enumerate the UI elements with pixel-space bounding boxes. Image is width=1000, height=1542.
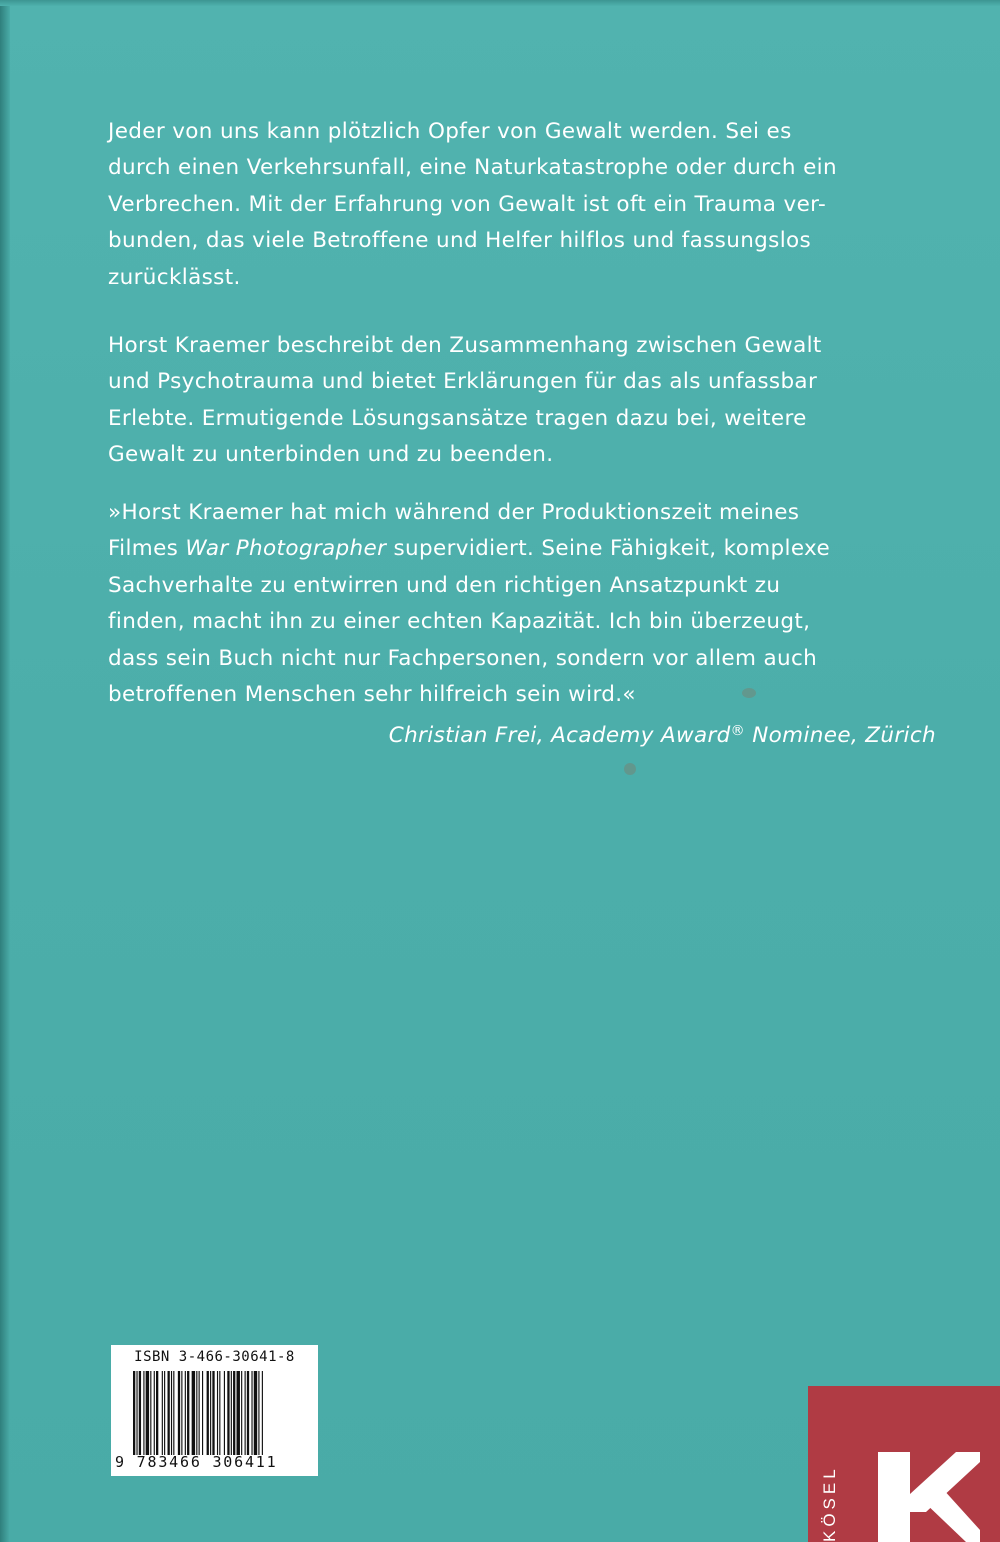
- barcode-bar: [164, 1371, 165, 1455]
- quote-line: finden, macht ihn zu einer echten Kapazität. Ich bin überzeugt,: [108, 609, 811, 635]
- endorsement-quote: [108, 495, 944, 713]
- cover-smudge: [624, 763, 636, 775]
- barcode-bar: [241, 1371, 242, 1455]
- quote-attribution: [389, 713, 936, 754]
- barcode-bar: [150, 1371, 151, 1455]
- barcode-bar: [168, 1371, 170, 1455]
- quote-line: betroffenen Menschen sehr hilfreich sein wird.«: [108, 682, 636, 708]
- publisher-name: KÖSEL: [820, 1465, 839, 1542]
- barcode-bar: [227, 1371, 229, 1455]
- barcode-bar: [207, 1371, 209, 1455]
- barcode-bar: [171, 1371, 172, 1455]
- barcode-bar: [258, 1371, 259, 1455]
- attribution-text: Nominee, Zürich: [745, 723, 936, 748]
- cover-smudge: [742, 688, 756, 698]
- quote-line: [108, 531, 944, 567]
- blurb-paragraph-2: [108, 328, 944, 474]
- quote-line: Sachverhalte zu entwirren und den richtigen Ansatzpunkt zu: [108, 572, 781, 598]
- barcode-bar: [224, 1371, 225, 1455]
- barcode-bar: [217, 1371, 218, 1455]
- barcode-bar: [202, 1371, 203, 1455]
- barcode-bar: [173, 1371, 174, 1455]
- barcode-bar: [178, 1371, 180, 1455]
- barcode-bar: [254, 1371, 257, 1455]
- barcode-bar: [247, 1371, 249, 1455]
- blurb-line: durch einen Verkehrsunfall, eine Naturkatastrophe oder durch ein: [108, 155, 837, 181]
- blurb-line: bunden, das viele Betroffene und Helfer hilflos und fassungslos: [108, 228, 812, 254]
- quote-line: dass sein Buch nicht nur Fachpersonen, sondern vor allem auch: [108, 645, 818, 671]
- ean-number: 9 783466 306411: [115, 1453, 278, 1471]
- barcode-bar: [143, 1371, 144, 1455]
- isbn-barcode: [111, 1345, 318, 1476]
- barcode-bar: [233, 1371, 235, 1455]
- barcode-bar: [181, 1371, 182, 1455]
- barcode-bar: [133, 1371, 135, 1455]
- barcode-bar: [212, 1371, 214, 1455]
- blurb-line: Erlebte. Ermutigende Lösungsansätze tragen dazu bei, weitere: [108, 405, 807, 431]
- isbn-number: ISBN 3-466-30641-8: [134, 1349, 295, 1365]
- quote-text: Filmes: [108, 536, 186, 562]
- barcode-bar: [231, 1371, 232, 1455]
- barcode-bar: [187, 1371, 189, 1455]
- barcode-bar: [199, 1371, 200, 1455]
- barcode-bar: [192, 1371, 195, 1455]
- barcode-bar: [237, 1371, 240, 1455]
- cover-top-edge: [0, 0, 1000, 6]
- barcode-bar: [156, 1371, 158, 1455]
- barcode-bar: [219, 1371, 220, 1455]
- barcode-bar: [136, 1371, 137, 1455]
- barcode-bars: [133, 1371, 311, 1455]
- blurb-line: Gewalt zu unterbinden und zu beenden.: [108, 442, 554, 468]
- barcode-bar: [185, 1371, 186, 1455]
- film-title: War Photographer: [185, 536, 387, 562]
- cover-spine-edge: [0, 0, 10, 1542]
- quote-line: »Horst Kraemer hat mich während der Produktionszeit meines: [108, 500, 800, 525]
- barcode-bar: [210, 1371, 211, 1455]
- blurb-line: Horst Kraemer beschreibt den Zusammenhang zwischen Gewalt: [108, 333, 822, 358]
- barcode-bar: [162, 1371, 163, 1455]
- barcode-bar: [245, 1371, 246, 1455]
- blurb-line: Jeder von uns kann plötzlich Opfer von Gewalt werden. Sei es: [108, 119, 792, 144]
- barcode-bar: [146, 1371, 149, 1455]
- registered-mark: ®: [730, 723, 746, 739]
- blurb-line: zurücklässt.: [108, 264, 241, 290]
- blurb-paragraph-1: [108, 114, 944, 296]
- barcode-bar: [139, 1371, 141, 1455]
- quote-text: supervidiert. Seine Fähigkeit, komplexe: [386, 536, 831, 562]
- blurb-line: Verbrechen. Mit der Erfahrung von Gewalt ist oft ein Trauma ver-: [108, 191, 827, 217]
- barcode-bar: [262, 1371, 263, 1455]
- barcode-bar: [154, 1371, 155, 1455]
- attribution-text: Christian Frei, Academy Award: [388, 723, 731, 748]
- publisher-k-logo: [870, 1452, 980, 1542]
- barcode-bar: [196, 1371, 197, 1455]
- barcode-bar: [251, 1371, 252, 1455]
- blurb-line: und Psychotrauma und bietet Erklärungen für das als unfassbar: [108, 369, 818, 395]
